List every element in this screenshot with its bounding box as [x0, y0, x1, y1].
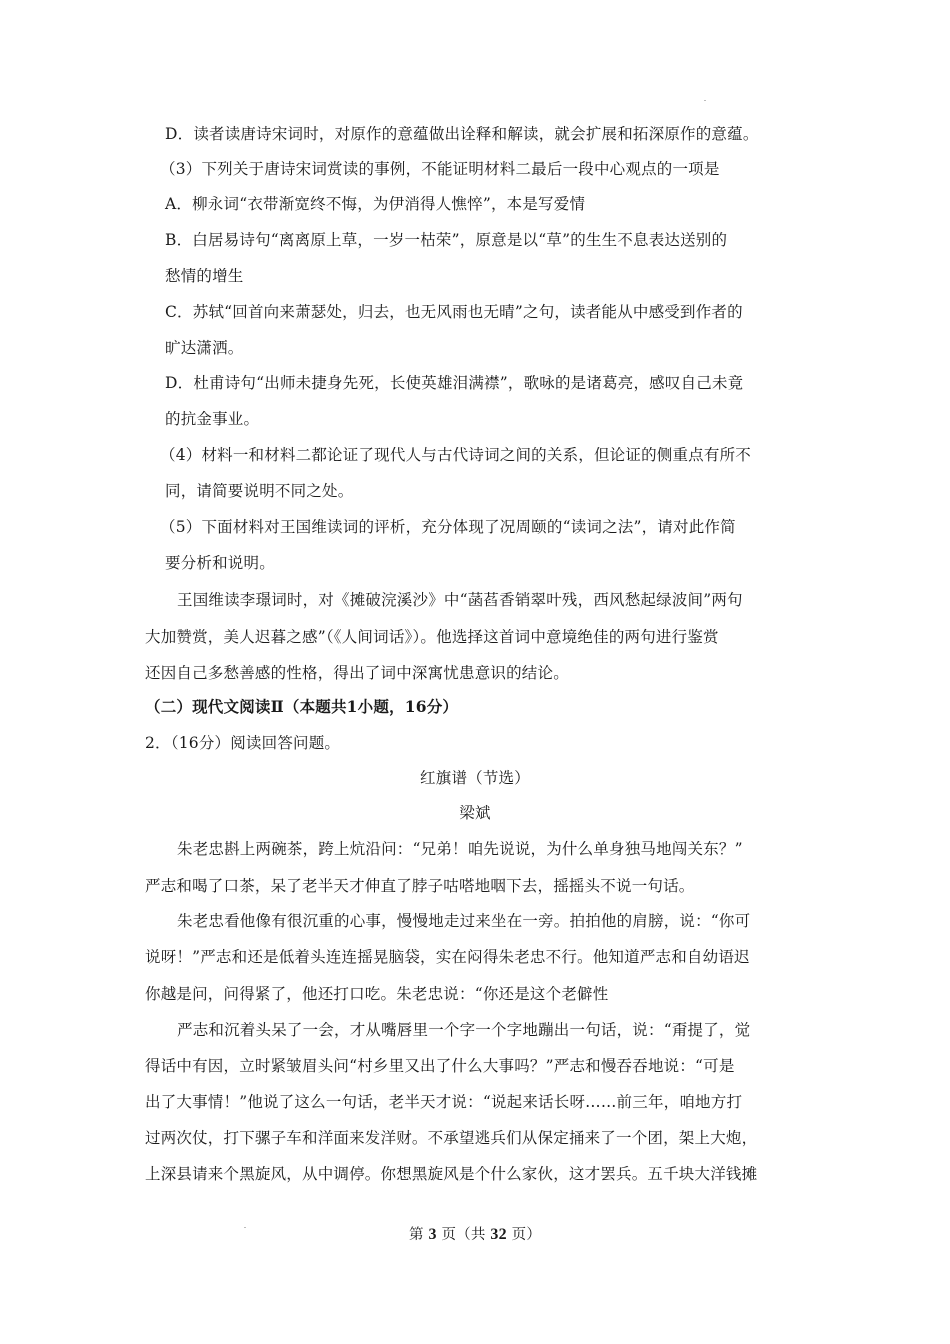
passage-title: 红旗谱（节选） [420, 769, 530, 787]
question-3: （3）下列关于唐诗宋词赏读的事例，不能证明材料二最后一段中心观点的一项是 [160, 160, 720, 178]
question-4-line2: 同，请简要说明不同之处。 [165, 482, 354, 500]
option-d-line1: D．杜甫诗句“出师未捷身先死，长使英雄泪满襟”，歌咏的是诸葛亮，感叹自己未竟 [165, 374, 744, 392]
footer-page-number: 3 [428, 1226, 437, 1243]
option-c-line2: 旷达潇洒。 [165, 339, 244, 357]
passage-line10: 上深县请来个黑旋风，从中调停。你想黑旋风是个什么家伙，这才罢兵。五千块大洋钱摊 [145, 1165, 758, 1183]
passage-line2: 严志和喝了口茶，呆了老半天才伸直了脖子咕嗒地咽下去，摇摇头不说一句话。 [145, 877, 695, 895]
passage-line1: 朱老忠斟上两碗茶，跨上炕沿问：“兄弟！咱先说说，为什么单身独马地闯关东？” [177, 840, 743, 858]
passage-line4: 说呀！”严志和还是低着头连连摇晃脑袋，实在闷得朱老忠不行。他知道严志和自幼语迟 [145, 948, 750, 966]
option-d-line2: 的抗金事业。 [165, 410, 260, 428]
option-c-line1: C．苏轼“回首向来萧瑟处，归去，也无风雨也无晴”之句，读者能从中感受到作者的 [165, 303, 743, 321]
footer-total-pages: 32 [490, 1226, 507, 1243]
passage-line8: 出了大事情！”他说了这么一句话，老半天才说：“说起来话长呀……前三年，咱地方打 [145, 1093, 743, 1111]
passage-line3: 朱老忠看他像有很沉重的心事，慢慢地走过来坐在一旁。拍拍他的肩膀，说：“你可 [177, 912, 751, 930]
material-line1: 王国维读李璟词时，对《摊破浣溪沙》中“菡萏香销翠叶残，西风愁起绿波间”两句 [177, 591, 743, 609]
material-line2: 大加赞赏，美人迟暮之感”（《人间词话》）。他选择这首词中意境绝佳的两句进行鉴赏 [145, 628, 719, 646]
question-5-line1: （5）下面材料对王国维读词的评析，充分体现了况周颐的“读词之法”，请对此作简 [160, 518, 736, 536]
page-footer [0, 1224, 950, 1246]
footer-suffix: 页） [511, 1227, 542, 1243]
section-heading: （二）现代文阅读Ⅱ（本题共1小题，16分） [145, 697, 459, 716]
option-b-line1: B．白居易诗句“离离原上草，一岁一枯荣”，原意是以“草”的生生不息表达送别的 [165, 231, 728, 249]
scan-speck [704, 100, 706, 101]
material-line3: 还因自己多愁善感的性格，得出了词中深寓忧患意识的结论。 [145, 664, 569, 682]
option-d-q2: D．读者读唐诗宋词时，对原作的意蕴做出诠释和解读，就会扩展和拓深原作的意蕴。 [165, 125, 759, 143]
passage-author: 梁斌 [459, 804, 491, 822]
question-4-line1: （4）材料一和材料二都论证了现代人与古代诗词之间的关系，但论证的侧重点有所不 [160, 446, 751, 464]
passage-line5: 你越是问，问得紧了，他还打口吃。朱老忠说：“你还是这个老僻性 [145, 985, 609, 1003]
option-a: A．柳永词“衣带渐宽终不悔，为伊消得人憔悴”，本是写爱情 [165, 195, 586, 213]
option-b-line2: 愁情的增生 [165, 267, 244, 285]
passage-line9: 过两次仗，打下骡子车和洋面来发洋财。不承望逃兵们从保定捅来了一个团，架上大炮， [145, 1129, 758, 1147]
question-2-header: 2．（16分）阅读回答问题。 [145, 734, 341, 752]
footer-middle: 页（共 [441, 1227, 486, 1243]
passage-line6: 严志和沉着头呆了一会，才从嘴唇里一个字一个字地蹦出一句话，说：“甭提了，觉 [177, 1021, 751, 1039]
question-5-line2: 要分析和说明。 [165, 554, 275, 572]
passage-line7: 得话中有因，立时紧皱眉头问“村乡里又出了什么大事吗？”严志和慢吞吞地说：“可是 [145, 1057, 735, 1075]
footer-prefix: 第 [408, 1227, 424, 1243]
